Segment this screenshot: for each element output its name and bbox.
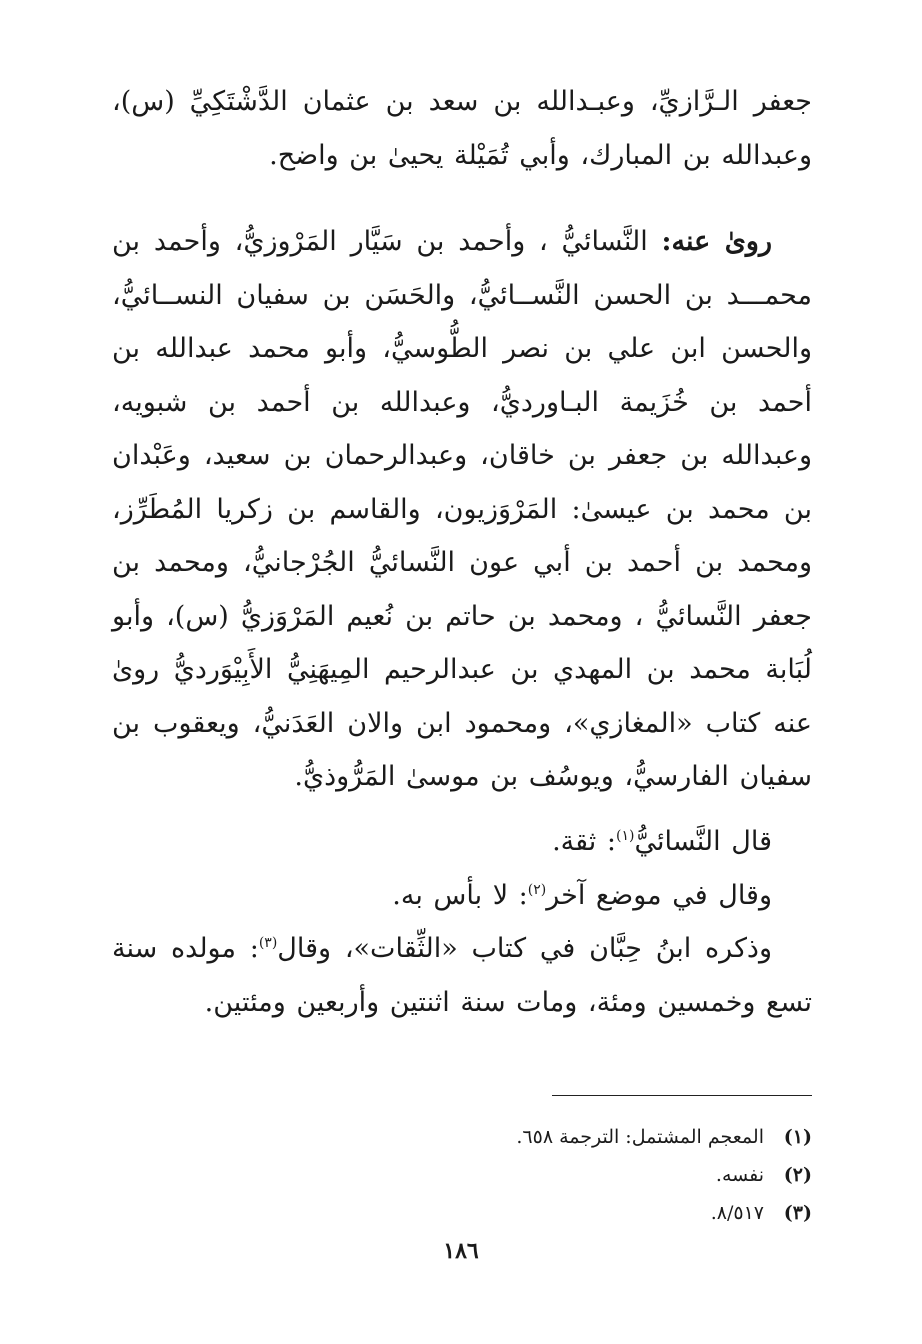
footnote-text: ٨/٥١٧. — [710, 1202, 764, 1224]
footnote-ref-3[interactable]: (٣) — [258, 935, 278, 951]
footnotes — [112, 1118, 812, 1232]
page-number: ١٨٦ — [443, 1238, 479, 1264]
quote-other-place-text: وقال في موضع آخر — [546, 879, 772, 911]
quote-ibn-hibban-text: وذكره ابنُ حِبَّان في كتاب «الثِّقات»، وقال — [277, 933, 772, 964]
narrators-text: النَّسائيُّ ، وأحمد بن سَيَّار المَرْوزيُّ، وأحمد بن محمـــد بن الحسن النَّســائيُّ، والحَسَن بن سفيان النســائيُّ، والحسن ابن علي بن نصر الطُّوسيُّ، وأبو محمد عبدالله بن أحمد بن خُزَيمة البـاورديُّ، وعبدالله بن أحمد بن شبويه، وعبدالله بن جعفر بن خاقان، وعبدالرحمان بن سعيد، وعَبْدان بن محمد بن عيسیٰ: المَرْوَزيون، والقاسم بن زكريا المُطَرِّز، ومحمد بن أحمد بن أبي عون النَّسائيُّ الجُرْجانيُّ، ومحمد بن جعفر النَّسائيُّ ، ومحمد بن حاتم بن نُعيم المَرْوَزيُّ (س)، وأبو لُبَابة محمد بن المهدي بن عبدالرحيم المِيهَنِيُّ الأَبِيْوَرديُّ روىٰ عنه كتاب «المغازي»، ومحمود ابن والان العَدَنيُّ، ويعقوب بن سفيان الفارسيُّ، ويوسُف بن موسیٰ المَرُّوذيُّ. — [112, 226, 812, 792]
quotes-section — [112, 815, 812, 1029]
narrators-paragraph — [112, 215, 812, 804]
quote-nasai — [112, 815, 812, 869]
footnote-ref-2[interactable]: (٢) — [527, 881, 547, 898]
narrators-label: رویٰ عنه: — [661, 226, 773, 257]
intro-paragraph — [112, 75, 812, 182]
footnote-divider — [552, 1095, 812, 1096]
quote-ibn-hibban — [112, 922, 812, 1029]
quote-other-place — [112, 869, 812, 923]
footnote-item — [112, 1156, 812, 1194]
footnote-number: (١) — [783, 1126, 812, 1148]
footnote-number: (٣) — [783, 1202, 812, 1224]
quote-other-place-verdict: : لا بأس به. — [392, 879, 528, 911]
quote-ibn-hibban-detail: : مولده سنة تسع وخمسين ومئة، ومات سنة اثنتين وأربعين ومئتين. — [112, 933, 812, 1018]
quote-nasai-text: قال النَّسائيُّ — [634, 826, 772, 857]
footnote-text: المعجم المشتمل: الترجمة ٦٥٨. — [516, 1126, 764, 1148]
footnote-text: نفسه. — [715, 1164, 764, 1186]
footnote-item — [112, 1194, 812, 1232]
footnote-ref-1[interactable]: (١) — [615, 828, 635, 844]
footnote-number: (٢) — [783, 1164, 812, 1186]
footnote-item — [112, 1118, 812, 1156]
intro-text: جعفر الـرَّازيِّ، وعبـدالله بن سعد بن عثمان الدَّشْتَكِيِّ (س)، وعبدالله بن المبارك، وأبي تُمَيْلة يحيىٰ بن واضح. — [112, 86, 812, 171]
quote-nasai-verdict: : ثقة. — [552, 826, 616, 857]
